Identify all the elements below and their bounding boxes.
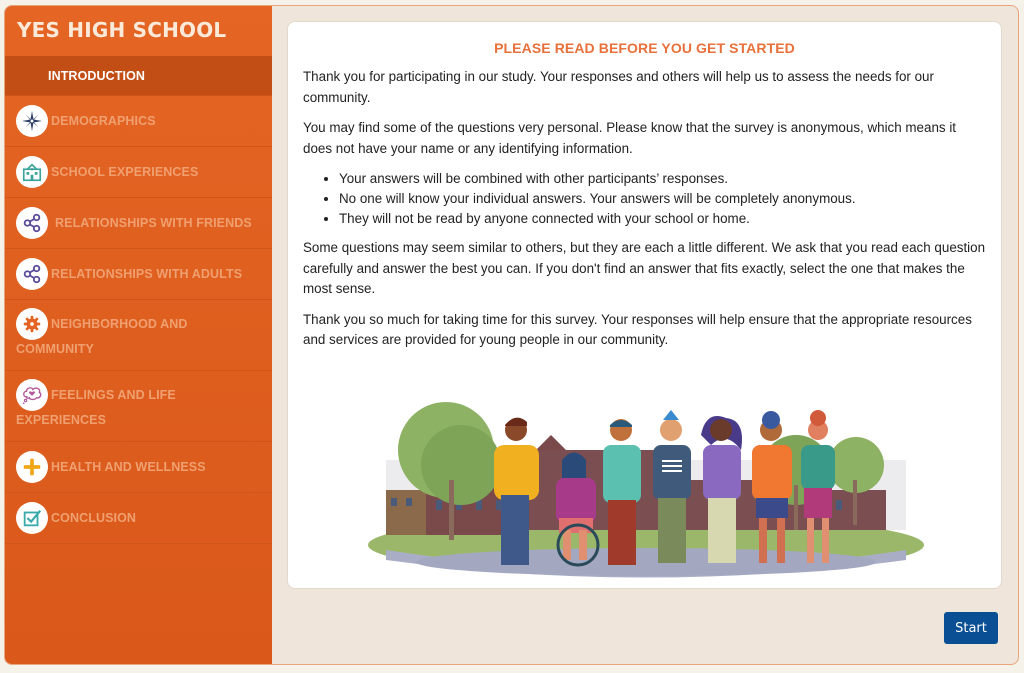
- sidebar-item-school-experiences[interactable]: [5, 147, 272, 198]
- sidebar-item-label-continued: EXPERIENCES: [16, 413, 107, 427]
- sidebar-item-label: NEIGHBORHOOD AND: [51, 317, 188, 331]
- sidebar-item-label: RELATIONSHIPS WITH FRIENDS: [55, 216, 252, 230]
- sidebar-item-feelings[interactable]: [5, 371, 272, 442]
- app-frame: [4, 5, 1019, 665]
- sidebar-item-label-continued: COMMUNITY: [16, 342, 94, 356]
- plus-icon: [16, 451, 48, 483]
- share-network-icon: [16, 207, 48, 239]
- checkbox-icon: [16, 502, 48, 534]
- gear-icon: [16, 308, 48, 340]
- sidebar-item-label: CONCLUSION: [51, 511, 137, 525]
- anonymity-paragraph: You may find some of the questions very personal. Please know that the survey is anonymous, which means it does not have your name or any identifying information.: [303, 120, 957, 156]
- thanks-paragraph: Thank you so much for taking time for this survey. Your responses will help ensure that the appropriate resources and services are provided for young people in our community.: [303, 311, 972, 347]
- start-button[interactable]: Start: [944, 612, 998, 644]
- sidebar-item-conclusion[interactable]: [5, 493, 272, 544]
- instructions-paragraph: Some questions may seem similar to others, but they are each a little different. We ask that you read each question carefully and answer the best you can. If you don't find an answer that fits exactly, select the one that makes the most sense.: [303, 240, 986, 296]
- assurance-list: [339, 169, 986, 229]
- school-icon: [16, 156, 48, 188]
- sidebar-item-health[interactable]: [5, 442, 272, 493]
- sidebar-item-neighborhood[interactable]: [5, 300, 272, 371]
- sidebar-item-label: DEMOGRAPHICS: [51, 114, 156, 128]
- list-item: • No one will know your individual answers. Your answers will be completely anonymous.: [339, 189, 986, 209]
- list-item: • They will not be read by anyone connected with your school or home.: [339, 209, 986, 229]
- sidebar-item-label: HEALTH AND WELLNESS: [51, 460, 206, 474]
- intro-card: [287, 21, 1002, 589]
- sidebar-item-label: RELATIONSHIPS WITH ADULTS: [51, 267, 243, 281]
- sidebar-item-relationships-adults[interactable]: [5, 249, 272, 300]
- page-title: PLEASE READ BEFORE YOU GET STARTED: [494, 40, 795, 56]
- group-illustration: [366, 390, 926, 580]
- sidebar-item-label: INTRODUCTION: [48, 69, 146, 83]
- sidebar-item-label: FEELINGS AND LIFE: [51, 388, 176, 402]
- sidebar-item-relationships-friends[interactable]: [5, 198, 272, 249]
- compass-icon: [16, 105, 48, 137]
- app-title: YES HIGH SCHOOL: [17, 18, 227, 42]
- sidebar: [5, 6, 272, 664]
- share-network-icon: [16, 258, 48, 290]
- list-item: • Your answers will be combined with other participants’ responses.: [339, 169, 986, 189]
- heart-thought-icon: [16, 379, 48, 411]
- sidebar-item-demographics[interactable]: [5, 96, 272, 147]
- intro-paragraph: Thank you for participating in our study. Your responses and others will help us to assess the needs for our community.: [303, 69, 934, 105]
- sidebar-item-label: SCHOOL EXPERIENCES: [51, 165, 199, 179]
- sidebar-item-introduction[interactable]: [5, 56, 272, 96]
